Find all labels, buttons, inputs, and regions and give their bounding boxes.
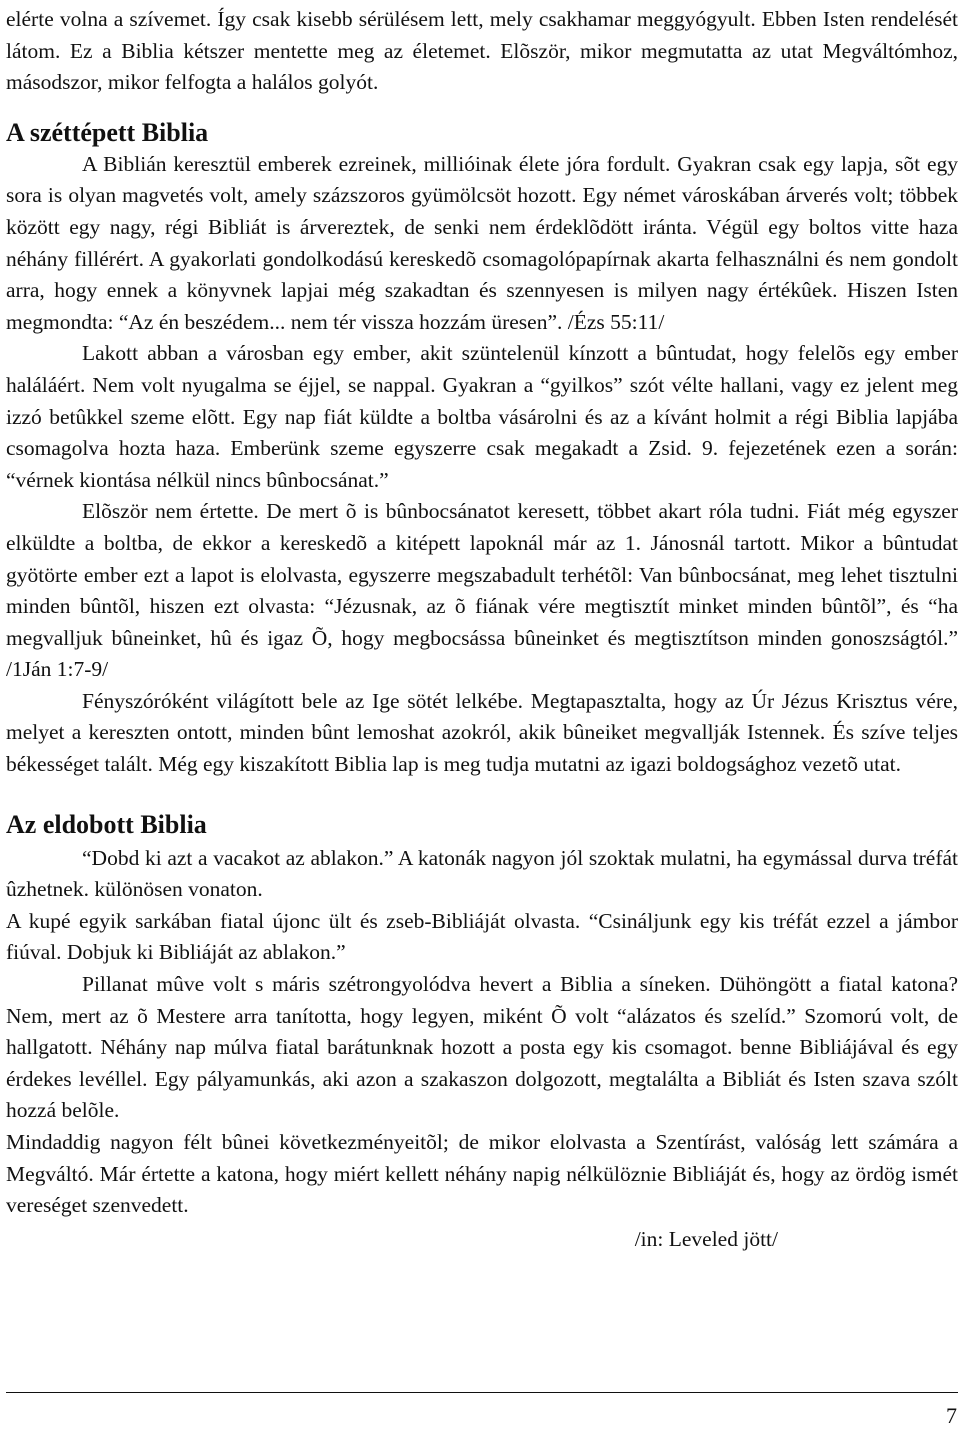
paragraph: A Biblián keresztül emberek ezreinek, millióinak élete jóra fordult. Gyakran csak egy lapja, sõt egy sora is olyan magvetés volt, amely százszoros gyümölcsöt hozott. Egy német városkában árverés volt; többek között egy nagy, régi Bibliát is árvereztek, de senki nem érdeklõdött iránta. Végül egy boltos vitte haza néhány fillérért. A gyakorlati gondolkodású kereskedõ csomagolópapírnak akarta felhasználni és nem gondolt arra, hogy ennek a könyvnek lapjai még szakadtan és szennyesen is milyen nagy értékûek. Hiszen Isten megmondta: “Az én beszédem... nem tér vissza hozzám üresen”. /Ézs 55:11/ [6,151,958,334]
paragraph: Mindaddig nagyon félt bûnei következményeitõl; de mikor elolvasta a Szentírást, valóság lett számára a Megváltó. Már értette a katona, hogy miért kellett néhány napig nélkülöznie Bibliáját és, hogy az ördög ismét vereséget szenvedett. [6,1130,958,1218]
paragraph: Elõször nem értette. De mert õ is bûnbocsánatot keresett, többet akart róla tudni. Fiát még egyszer elküldte a boltba, de ekkor a kereskedõ a kitépett lapoknál már az 1. Jánosnál tartott. Mikor a bûntudat gyötörte ember ezt a lapot is elolvasta, egyszerre megszabadult terhétõl: Van bûnbocsánat, meg lehet tisztulni minden bûntõl, hiszen ezt olvasta: “Jézusnak, az õ fiának vére megtisztít minket minden bûntõl”, és “ha megvalljuk bûneinket, hû és igaz Õ, hogy megbocsássa bûneinket és megtisztítson minden gonoszságtól.” /1Ján 1:7-9/ [6,499,958,682]
paragraph: “Dobd ki azt a vacakot az ablakon.” A katonák nagyon jól szoktak mulatni, ha egymással durva tréfát ûzhetnek. különösen vonaton. [6,845,958,902]
paragraph: A kupé egyik sarkában fiatal újonc ült és zseb-Bibliáját olvasta. “Csináljunk egy kis tréfát ezzel a jámbor fiúval. Dobjuk ki Bibliáját az ablakon.” [6,908,958,965]
footer-divider [6,1392,958,1393]
page-number: 7 [946,1403,957,1428]
paragraph: Pillanat mûve volt s máris szétrongyolódva hevert a Biblia a síneken. Dühöngött a fiatal katona? Nem, mert az õ Mestere arra tanította, hogy legyen, miként Õ volt “alázatos és szelíd.” Szomorú volt, de hallgatott. Néhány nap múlva fiatal barátunknak hozott a posta egy kis csomagot. benne Bibliájával és egy érdekes levéllel. Egy pályamunkás, aki azon a szakaszon dolgozott, megtalálta a Bibliát és Isten szava szólt hozzá belõle. [6,972,958,1123]
article-page [6,0,958,1255]
paragraph: Lakott abban a városban egy ember, akit szüntelenül kínzott a bûntudat, hogy felelõs egy ember haláláért. Nem volt nyugalma se éjjel, se nappal. Gyakran a “gyilkos” szót vélte hallani, vagy ez jelent meg izzó betûkkel szeme elõtt. Egy nap fiát küldte a boltba vásárolni és az a kívánt holmit a régi Biblia lapjába csomagolva hozta haza. Emberünk szeme egyszerre csak megakadt a Zsid. 9. fejezetének ezen a során: “vérnek kiontása nélkül nincs bûnbocsánat.” [6,341,958,492]
source-citation: /in: Leveled jött/ [634,1226,778,1251]
section-heading-discarded-bible: Az eldobott Biblia [6,809,207,839]
section-heading-torn-bible: A széttépett Biblia [6,117,209,147]
paragraph: Fényszóróként világított bele az Ige sötét lelkébe. Megtapasztalta, hogy az Úr Jézus Krisztus vére, melyet a kereszten ontott, minden bûnt lemoshat azokról, akik bûneiket megvallják Istennek. És szíve teljes békességet talált. Még egy kiszakított Biblia lap is meg tudja mutatni az igazi boldogsághoz vezetõ utat. [6,688,958,777]
intro-paragraph: elérte volna a szívemet. Így csak kisebb sérülésem lett, mely csakhamar meggyógyult. Ebben Isten rendelését látom. Ez a Biblia kétszer mentette meg az életemet. Elõször, mikor megmutatta az utat Megváltómhoz, másodszor, mikor felfogta a halálos golyót. [6,7,958,95]
